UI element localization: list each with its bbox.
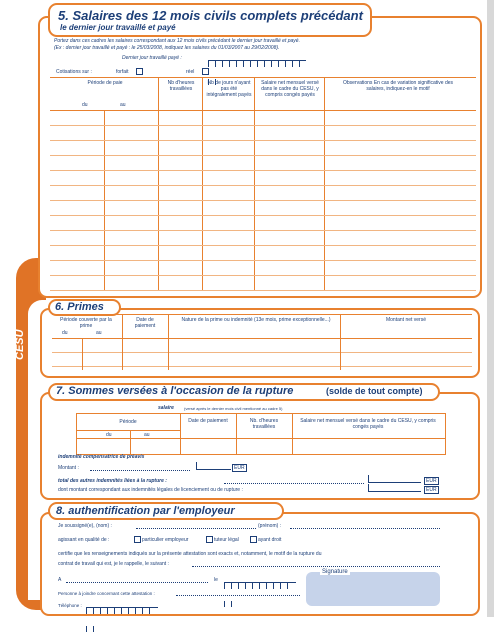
section-6-title: 6. Primes: [48, 299, 121, 316]
sec5-table-header-bottom: [50, 110, 476, 111]
sec5-col-au: au: [120, 102, 126, 108]
sec7-col-au: au: [144, 432, 150, 438]
cotisations-label: Cotisations sur :: [56, 69, 92, 75]
signature-box[interactable]: [306, 572, 440, 606]
sec5-col-du: du: [82, 102, 88, 108]
sec8-opt1-label: particulier employeur: [142, 537, 189, 543]
sec5-col-nb-heures: Nb d'heures travaillées: [167, 80, 195, 92]
sec6-col-au: au: [96, 330, 102, 336]
sec7-montant-field[interactable]: [196, 462, 231, 470]
sec8-motif-field[interactable]: [192, 566, 440, 567]
sec7-col-periode: Période: [119, 419, 137, 425]
sec7-col-div-3: [292, 413, 293, 454]
sec6-row-line-2: [52, 366, 472, 367]
sec7-col-div-1: [180, 413, 181, 454]
sec7-dont-label: dont montant correspondant aux indemnités légales de licenciement ou de rupture :: [58, 487, 243, 493]
last-day-field[interactable]: [208, 54, 306, 61]
sec8-personne-field[interactable]: [176, 595, 300, 596]
sec7-col-div-du-au: [130, 430, 131, 454]
sec6-col-montant: Montant net versé: [385, 317, 427, 323]
sec5-col-div-2: [202, 77, 203, 291]
sec8-opt3-checkbox[interactable]: [250, 536, 257, 543]
sec6-col-div-2: [122, 314, 123, 370]
sec6-col-periode: Période couverte par la prime: [60, 317, 112, 329]
sec6-col-div-4: [340, 314, 341, 370]
sec8-opt1-checkbox[interactable]: [134, 536, 141, 543]
sec7-montant-label: Montant :: [58, 465, 79, 471]
sec7-montant-eur: EUR: [234, 465, 245, 471]
forfait-checkbox[interactable]: [136, 68, 143, 75]
sec8-nom-field[interactable]: [136, 528, 256, 529]
sec5-col-div-4: [324, 77, 325, 291]
sec8-telephone-label: Téléphone :: [58, 603, 82, 608]
section-7-title-text: 7. Sommes versées à l'occasion de la rupture: [56, 385, 294, 397]
sec7-salaire-note: (versé après le dernier mois civil mentionné au cadre 5): [184, 406, 283, 411]
section-5-subtitle: le dernier jour travaillé et payé: [60, 23, 176, 32]
sec7-total-field[interactable]: [368, 475, 421, 483]
sec8-qualite-label: agissant en qualité de :: [58, 537, 110, 543]
sec8-telephone-field[interactable]: [86, 601, 158, 608]
sec8-certifie-line-1: certifie que les renseignements indiqués sur la présente attestation sont exacts et, notamment, le motif de la rupture du: [58, 551, 322, 557]
sec8-certifie-line-2: contrat de travail qui est, je le rappelle, le suivant :: [58, 561, 169, 567]
sec7-col-salaire: Salaire net mensuel versé dans le cadre du CESU, y compris congés payés: [300, 418, 436, 430]
sec7-periode-split: [76, 430, 180, 431]
sec5-row-line: [50, 200, 476, 201]
sec7-col-date: Date de paiement: [188, 418, 228, 424]
section-7-title-suffix: (solde de tout compte): [326, 386, 423, 396]
section-5-title-text: 5. Salaires des 12 mois civils complets précédant: [58, 8, 363, 23]
section-5-title: [48, 3, 372, 37]
section-5-instruction-2: (Ex : dernier jour travaillé et payé : le 25/03/2008, indiquez les salaires du 01/03/2007 au 29/02/2008).: [54, 45, 280, 51]
sec6-col-du: du: [62, 330, 68, 336]
sec8-a-label: A: [58, 577, 62, 583]
sec7-salaire-label: salaire: [158, 405, 174, 411]
sec7-table-header-bottom: [76, 438, 446, 439]
sec7-montant-dots: [90, 470, 190, 471]
sec6-table-header-bottom: [52, 338, 472, 339]
sec5-col-salaire: Salaire net mensuel versé dans le cadre du CESU, y compris congés payés: [261, 80, 319, 98]
sec5-row-line: [50, 125, 476, 126]
sec8-prenom-field[interactable]: [290, 528, 440, 529]
sec5-col-div-1: [158, 77, 159, 291]
sec5-row-line: [50, 185, 476, 186]
sec7-dont-eur: EUR: [426, 487, 437, 493]
sec5-row-line: [50, 140, 476, 141]
sec7-col-nb-heures: Nb. d'heures travaillées: [249, 418, 279, 430]
sec8-prenom-label: (prénom) :: [258, 523, 282, 529]
sec7-total-eur: EUR: [426, 478, 437, 484]
sec5-row-line: [50, 155, 476, 156]
sec8-opt2-checkbox[interactable]: [206, 536, 213, 543]
sec5-row-line: [50, 275, 476, 276]
sec7-col-du: du: [106, 432, 112, 438]
sec5-row-line: [50, 245, 476, 246]
sec5-table-top: [50, 77, 476, 78]
sec6-col-div-3: [168, 314, 169, 370]
sec8-date-field[interactable]: [224, 576, 296, 583]
forfait-label: forfait: [116, 69, 129, 75]
sec6-table-top: [52, 314, 472, 315]
sec8-opt2-label: tuteur légal: [214, 537, 239, 543]
sec5-row-line: [50, 170, 476, 171]
sec6-col-nature: Nature de la prime ou indemnité (13e mois, prime exceptionnelle...): [181, 317, 331, 323]
last-day-label: Dernier jour travaillé payé :: [122, 55, 182, 61]
section-5-instruction-1: Portez dans ces cadres les salaires correspondant aux 12 mois civils précédant le dernier jour travaillé et payé.: [54, 38, 300, 44]
sec8-opt3-label: ayant droit: [258, 537, 282, 543]
page-right-edge: [487, 0, 494, 617]
sec5-col-periode: Période de paie: [87, 80, 123, 86]
cesu-label: CESU: [14, 329, 26, 360]
sec5-row-line: [50, 290, 476, 291]
sec6-row-line-1: [52, 352, 472, 353]
reel-checkbox[interactable]: [202, 68, 209, 75]
sec7-total-dots: [224, 483, 364, 484]
sec8-personne-label: Personne à joindre concernant cette attestation :: [58, 591, 155, 596]
sec5-row-line: [50, 230, 476, 231]
sec7-total-label: total des autres indemnités liées à la rupture :: [58, 478, 167, 484]
section-8-title: 8. authentification par l'employeur: [48, 502, 284, 520]
reel-label: réel: [186, 69, 195, 75]
signature-label: Signature: [322, 569, 348, 575]
sec5-col-div-3: [254, 77, 255, 291]
sec6-col-date: Date de paiement: [134, 317, 156, 329]
sec5-row-line: [50, 260, 476, 261]
sec7-dont-field[interactable]: [368, 484, 421, 492]
sec7-preavis-label: indemnité compensatrice de préavis: [58, 454, 145, 460]
sec5-col-observations: Observations En cas de variation significative des salaires, indiquez-en le motif: [342, 80, 454, 92]
sec5-row-line: [50, 215, 476, 216]
sec7-col-div-2: [236, 413, 237, 454]
section-7-title: [48, 383, 440, 401]
sec8-a-field[interactable]: [66, 582, 208, 583]
sec8-soussigne-label: Je soussigné(e), (nom) :: [58, 523, 112, 529]
sec5-col-nb-jours: Nb de jours n'ayant pas été intégralement payés: [206, 80, 252, 98]
sec8-le-label: le: [214, 577, 218, 583]
sec6-col-div-1: [82, 338, 83, 370]
